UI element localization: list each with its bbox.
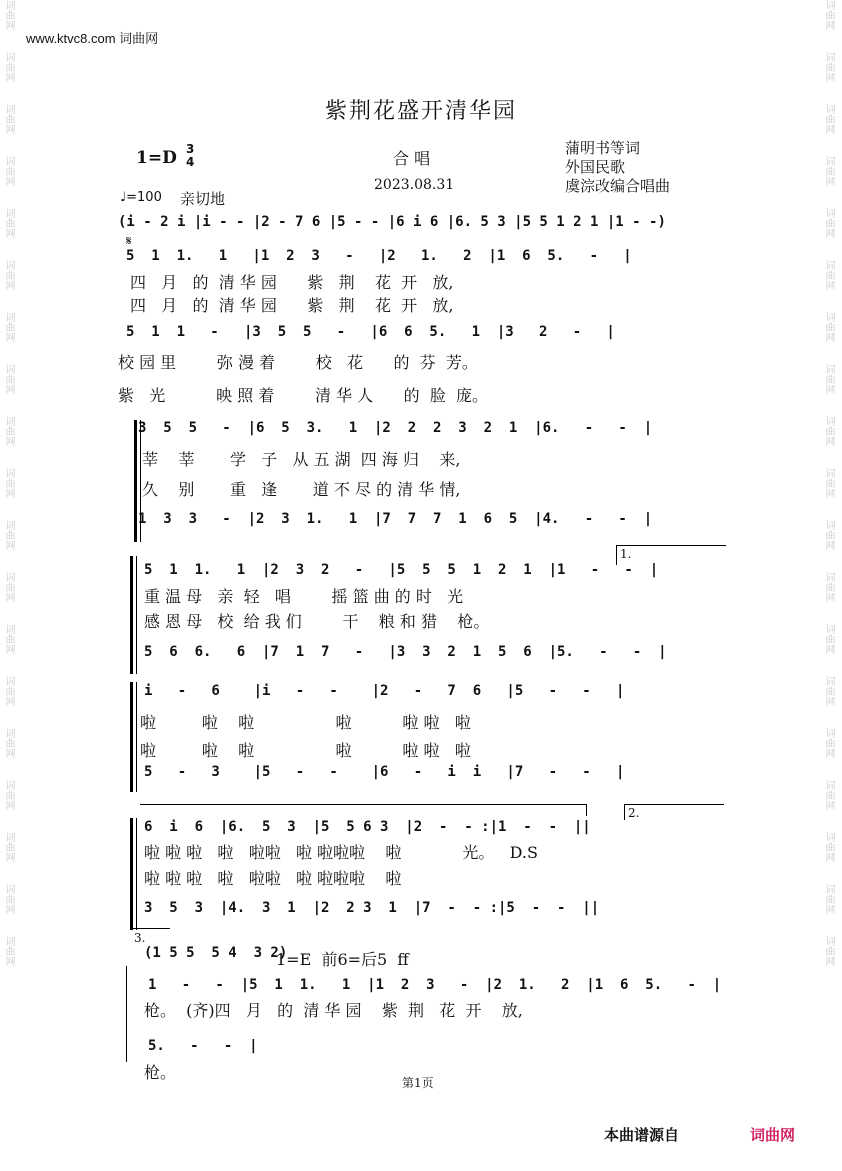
watermark-text: 词曲网: [3, 572, 14, 602]
watermark-text: 词曲网: [823, 624, 834, 654]
volta-1-line: [616, 545, 726, 546]
page-number: 第1页: [402, 1076, 434, 1090]
notation-line: 6 i 6 |6. 5 3 |5 5 6 3 |2 - - :|1 - - ||: [144, 819, 591, 835]
system-bracket-5: [126, 966, 127, 1062]
lyric-line: 四 月 的 清 华 园 紫 荆 花 开 放,: [130, 296, 454, 315]
watermark-text: 词曲网: [823, 52, 834, 82]
tempo-mark: ♩=100: [120, 190, 162, 205]
notation-line: 5 - 3 |5 - - |6 - i i |7 - - |: [144, 764, 625, 780]
watermark-text: 词曲网: [823, 468, 834, 498]
watermark-text: 词曲网: [823, 572, 834, 602]
watermark-text: 词曲网: [3, 676, 14, 706]
watermark-text: 词曲网: [3, 208, 14, 238]
watermark-text: 词曲网: [823, 416, 834, 446]
lyric-line: 久 别 重 逢 道 不 尽 的 清 华 情,: [142, 480, 461, 499]
repeat-span-line: [140, 804, 586, 805]
expression-mark: 亲切地: [180, 190, 226, 208]
watermark-text: 词曲网: [823, 884, 834, 914]
watermark-text: 词曲网: [823, 156, 834, 186]
volta-3-line: [130, 928, 170, 929]
notation-line: 3 5 3 |4. 3 1 |2 2 3 1 |7 - - :|5 - - ||: [144, 900, 600, 916]
watermark-text: 词曲网: [3, 0, 14, 30]
arranger: 虞淙改编合唱曲: [565, 177, 671, 195]
watermark-text: 词曲网: [3, 416, 14, 446]
notation-line: (i - 2 i |i - - |2 - 7 6 |5 - - |6 i 6 |6. 5 3 |5 5 1 2 1 |1 - -): [118, 214, 666, 230]
lyric-line: 枪。: [144, 1063, 177, 1082]
time-signature: [186, 143, 194, 169]
watermark-text: 词曲网: [823, 728, 834, 758]
watermark-text: 词曲网: [823, 364, 834, 394]
volta-2-hook: [624, 804, 625, 820]
watermark-text: 词曲网: [3, 364, 14, 394]
notation-line: i - 6 |i - - |2 - 7 6 |5 - - |: [144, 683, 625, 699]
lyric-line: 啦 啦 啦 啦 啦啦 啦 啦啦啦 啦 光。 D.S: [144, 843, 538, 862]
lyric-line: 啦 啦 啦 啦 啦 啦 啦: [140, 741, 471, 760]
watermark-text: 词曲网: [3, 624, 14, 654]
volta-2-label: 2.: [628, 806, 640, 820]
watermark-text: 词曲网: [3, 832, 14, 862]
lyric-line: 啦 啦 啦 啦 啦 啦 啦: [140, 713, 471, 732]
watermark-text: 词曲网: [3, 520, 14, 550]
notation-line: 3 5 5 - |6 5 3. 1 |2 2 2 3 2 1 |6. - - |: [138, 420, 653, 436]
system-bracket-3: [130, 682, 133, 792]
notation-line: 5. - - |: [148, 1038, 258, 1054]
watermark-text: 词曲网: [823, 676, 834, 706]
watermark-text: 词曲网: [823, 0, 834, 30]
watermark-text: 词曲网: [823, 520, 834, 550]
lyric-line: 紫 光 映 照 着 清 华 人 的 脸 庞。: [118, 386, 489, 405]
system-bracket-4: [130, 818, 133, 930]
site-label[interactable]: www.ktvc8.com 词曲网: [26, 31, 159, 46]
volta-1-label: 1.: [620, 547, 632, 561]
song-title: 紫荆花盛开清华园: [324, 99, 517, 124]
credits: [565, 139, 670, 196]
notation-line: (1 5 5 5 4 3 2): [144, 945, 288, 961]
watermark-text: 词曲网: [823, 832, 834, 862]
watermark-text: 词曲网: [3, 728, 14, 758]
system-bracket-1: [134, 420, 137, 542]
lyric-line: 枪。 (齐)四 月 的 清 华 园 紫 荆 花 开 放,: [144, 1001, 523, 1020]
watermark-text: 词曲网: [3, 156, 14, 186]
watermark-column-left: [2, 0, 20, 1171]
watermark-text: 词曲网: [3, 936, 14, 966]
notation-line: 1 3 3 - |2 3 1. 1 |7 7 7 1 6 5 |4. - - |: [138, 511, 653, 527]
watermark-text: 词曲网: [3, 52, 14, 82]
system-bracket-2: [130, 556, 133, 674]
watermark-text: 词曲网: [3, 468, 14, 498]
key-signature: 1=D: [136, 148, 177, 168]
watermark-text: 词曲网: [823, 208, 834, 238]
watermark-text: 词曲网: [3, 312, 14, 342]
footer-site-link[interactable]: 词曲网: [750, 1126, 796, 1144]
notation-line: 1 - - |5 1 1. 1 |1 2 3 - |2 1. 2 |1 6 5. - |: [148, 977, 722, 993]
form-label: 合 唱: [393, 149, 431, 168]
watermark-text: 词曲网: [3, 884, 14, 914]
meter-top: 3: [186, 142, 195, 156]
footer-source-text: 本曲谱源自: [604, 1126, 680, 1144]
segno-sign: 𝄋: [126, 234, 132, 249]
lyric-line: 重 温 母 亲 轻 唱 摇 篮 曲 的 时 光: [144, 587, 464, 606]
melody-source: 外国民歌: [565, 158, 626, 176]
lyric-line: 校 园 里 弥 漫 着 校 花 的 芬 芳。: [118, 353, 478, 372]
lyric-line: 啦 啦 啦 啦 啦啦 啦 啦啦啦 啦: [144, 869, 402, 888]
watermark-text: 词曲网: [823, 260, 834, 290]
system-bracket-2-inner: [136, 556, 137, 674]
watermark-text: 词曲网: [3, 260, 14, 290]
lyric-line: 莘 莘 学 子 从 五 湖 四 海 归 来,: [142, 450, 461, 469]
repeat-span-hook: [586, 804, 587, 816]
lyric-line: 四 月 的 清 华 园 紫 荆 花 开 放,: [130, 273, 454, 292]
system-bracket-4-inner: [136, 818, 137, 930]
volta-2-line: [624, 804, 724, 805]
volta-1-hook: [616, 545, 617, 565]
meter-bottom: 4: [186, 155, 195, 169]
lyricist: 蒲明书等词: [565, 139, 641, 157]
watermark-text: 词曲网: [3, 104, 14, 134]
notation-line: 5 6 6. 6 |7 1 7 - |3 3 2 1 5 6 |5. - - |: [144, 644, 667, 660]
volta-3-label: 3.: [134, 931, 146, 945]
notation-line: 5 1 1 - |3 5 5 - |6 6 5. 1 |3 2 - |: [126, 324, 615, 340]
watermark-text: 词曲网: [823, 312, 834, 342]
watermark-text: 词曲网: [823, 936, 834, 966]
watermark-text: 词曲网: [3, 780, 14, 810]
notation-line: 5 1 1. 1 |1 2 3 - |2 1. 2 |1 6 5. - |: [126, 248, 632, 264]
watermark-column-right: [822, 0, 840, 1171]
date: 2023.08.31: [374, 177, 455, 193]
notation-line: 5 1 1. 1 |2 3 2 - |5 5 5 1 2 1 |1 - - |: [144, 562, 659, 578]
system-bracket-1-inner: [140, 420, 141, 542]
watermark-text: 词曲网: [823, 104, 834, 134]
watermark-text: 词曲网: [823, 780, 834, 810]
lyric-line: 感 恩 母 校 给 我 们 干 粮 和 猎 枪。: [144, 612, 490, 631]
system-bracket-3-inner: [136, 682, 137, 792]
lyric-line: 1=E 前6=后5 ff: [276, 950, 409, 969]
